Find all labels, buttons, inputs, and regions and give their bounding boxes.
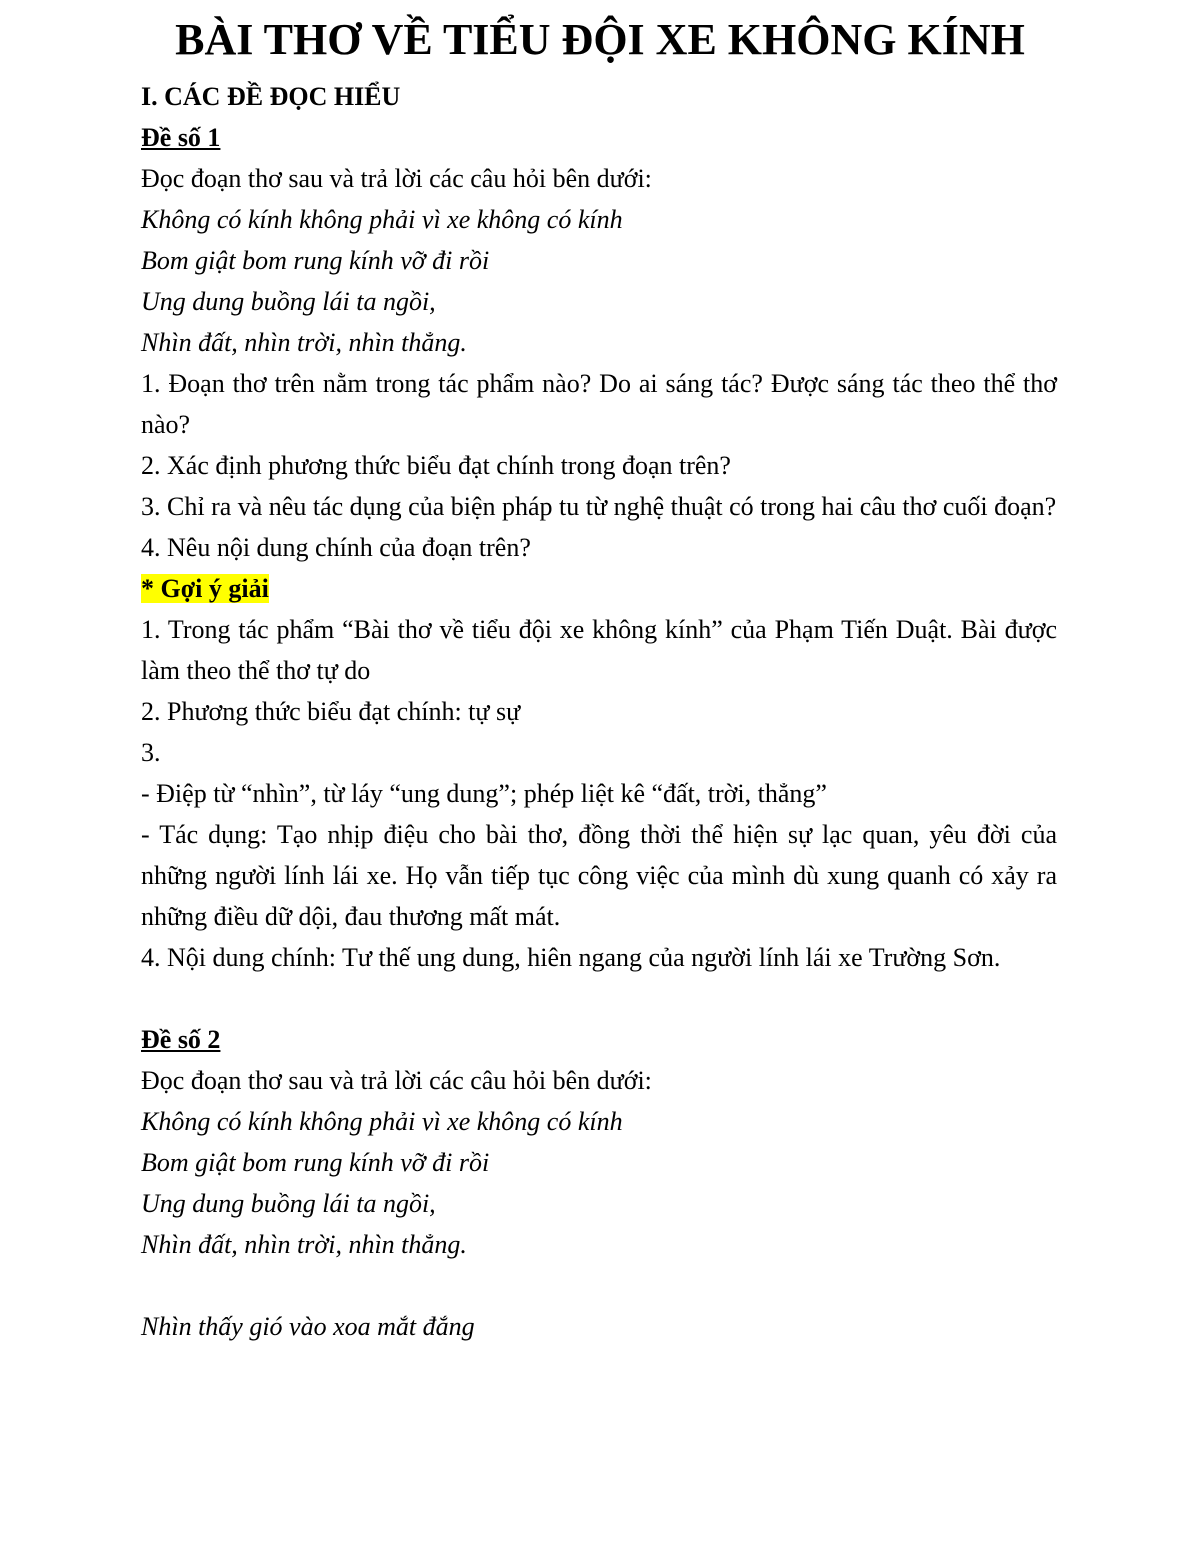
section-heading: I. CÁC ĐỀ ĐỌC HIỂU <box>141 82 401 111</box>
exam1-instruction: Đọc đoạn thơ sau và trả lời các câu hỏi bên dưới: <box>141 164 652 193</box>
exam1-heading: Đề số 1 <box>141 123 221 152</box>
exam1-answer: 1. Trong tác phẩm “Bài thơ về tiểu đội xe không kính” của Phạm Tiến Duật. Bài được làm theo thể thơ tự do <box>141 615 1057 685</box>
exam2-poem-line: Không có kính không phải vì xe không có kính <box>141 1107 623 1136</box>
exam1-question: 3. Chỉ ra và nêu tác dụng của biện pháp tu từ nghệ thuật có trong hai câu thơ cuối đoạn? <box>141 492 1057 521</box>
exam2-poem-line: Ung dung buồng lái ta ngồi, <box>141 1189 436 1218</box>
exam2-poem2-line: Nhìn thấy gió vào xoa mắt đắng <box>141 1312 475 1341</box>
exam2-poem-line: Nhìn đất, nhìn trời, nhìn thẳng. <box>141 1230 467 1259</box>
exam1-poem-line: Ung dung buồng lái ta ngồi, <box>141 287 436 316</box>
document-body <box>141 76 1057 1347</box>
exam2-instruction: Đọc đoạn thơ sau và trả lời các câu hỏi bên dưới: <box>141 1066 652 1095</box>
exam1-answer: 2. Phương thức biểu đạt chính: tự sự <box>141 697 521 726</box>
exam2-heading: Đề số 2 <box>141 1025 221 1054</box>
exam1-answer: 3. <box>141 738 161 767</box>
exam1-poem-line: Không có kính không phải vì xe không có kính <box>141 205 623 234</box>
spacer <box>141 978 1057 1019</box>
exam1-answer: 4. Nội dung chính: Tư thế ung dung, hiên ngang của người lính lái xe Trường Sơn. <box>141 943 1001 972</box>
exam1-answer: - Điệp từ “nhìn”, từ láy “ung dung”; phép liệt kê “đất, trời, thẳng” <box>141 779 827 808</box>
exam2-poem-line: Bom giật bom rung kính vỡ đi rồi <box>141 1148 490 1177</box>
hint-label-row <box>141 568 1057 609</box>
exam1-poem-line: Bom giật bom rung kính vỡ đi rồi <box>141 246 490 275</box>
exam1-question: 1. Đoạn thơ trên nằm trong tác phẩm nào? Do ai sáng tác? Được sáng tác theo thể thơ nào? <box>141 369 1057 439</box>
exam1-question: 4. Nêu nội dung chính của đoạn trên? <box>141 533 531 562</box>
spacer <box>141 1265 1057 1306</box>
exam1-poem-line: Nhìn đất, nhìn trời, nhìn thẳng. <box>141 328 467 357</box>
exam1-question: 2. Xác định phương thức biểu đạt chính trong đoạn trên? <box>141 451 731 480</box>
hint-label: * Gợi ý giải <box>141 574 269 603</box>
document-title: BÀI THƠ VỀ TIỂU ĐỘI XE KHÔNG KÍNH <box>175 15 1025 64</box>
exam1-answer: - Tác dụng: Tạo nhịp điệu cho bài thơ, đồng thời thể hiện sự lạc quan, yêu đời của những người lính lái xe. Họ vẫn tiếp tục công việc của mình dù xung quanh có xảy ra những điều dữ dội, đau thương mất mát. <box>141 820 1057 931</box>
